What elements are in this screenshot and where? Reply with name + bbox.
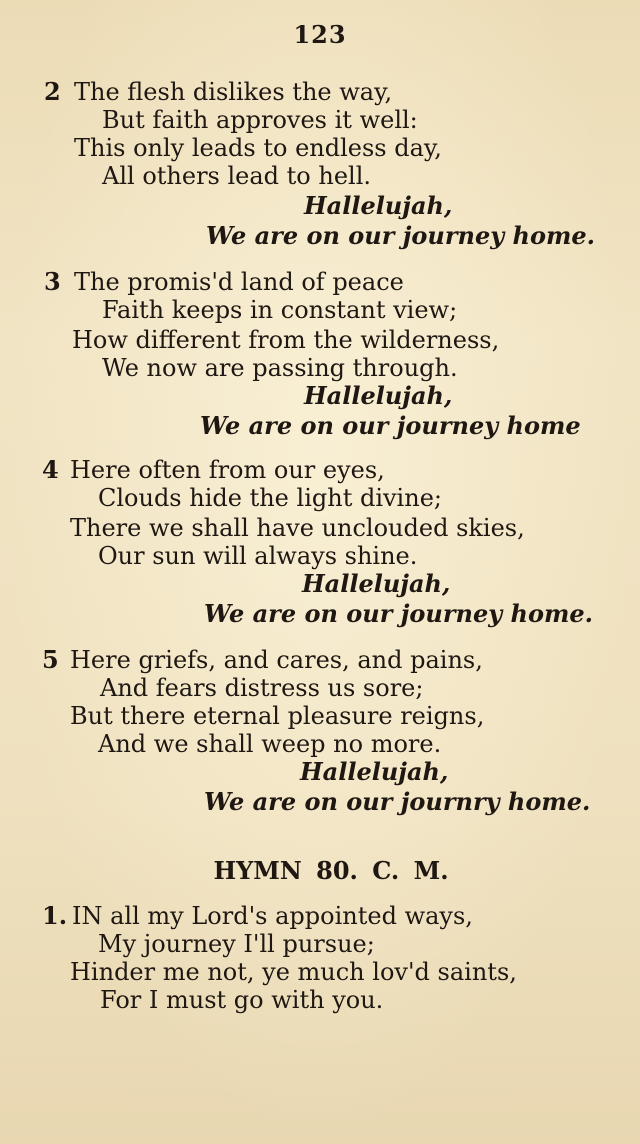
hymn-heading: HYMN 80. C. M.: [213, 856, 449, 885]
chorus-hallelujah: Hallelujah,: [304, 381, 453, 410]
chorus-hallelujah: Hallelujah,: [304, 191, 453, 220]
verse-line: The flesh dislikes the way,: [74, 78, 393, 106]
verse-line: And we shall weep no more.: [98, 730, 442, 758]
stanza-number: 4: [42, 455, 59, 484]
chorus-refrain: We are on our journey home: [200, 411, 581, 440]
stanza-number: 5: [42, 645, 59, 674]
verse-line: Faith keeps in constant view;: [102, 296, 458, 324]
verse-line: All others lead to hell.: [102, 162, 372, 190]
verse-line: Clouds hide the light divine;: [98, 484, 442, 512]
chorus-hallelujah: Hallelujah,: [300, 757, 449, 786]
chorus-refrain: We are on our journey home.: [204, 599, 593, 628]
verse-line: This only leads to endless day,: [74, 134, 442, 162]
verse-line: How different from the wilderness,: [72, 326, 500, 354]
verse-line: We now are passing through.: [102, 354, 458, 382]
verse-line: Here griefs, and cares, and pains,: [70, 646, 483, 674]
verse-line: But there eternal pleasure reigns,: [70, 702, 485, 730]
verse-line: Hinder me not, ye much lov'd saints,: [70, 958, 517, 986]
verse-line: Our sun will always shine.: [98, 542, 418, 570]
chorus-refrain: We are on our journey home.: [206, 221, 595, 250]
verse-line: There we shall have unclouded skies,: [70, 514, 525, 542]
chorus-hallelujah: Hallelujah,: [302, 569, 451, 598]
verse-line: My journey I'll pursue;: [98, 930, 375, 958]
verse-line: Here often from our eyes,: [70, 456, 385, 484]
stanza-number: 1.: [42, 901, 68, 930]
verse-line: But faith approves it well:: [102, 106, 418, 134]
stanza-number: 2: [44, 77, 61, 106]
stanza-number: 3: [44, 267, 61, 296]
verse-line: IN all my Lord's appointed ways,: [72, 902, 473, 930]
verse-line: And fears distress us sore;: [100, 674, 424, 702]
verse-line: The promis'd land of peace: [74, 268, 404, 296]
verse-line: For I must go with you.: [100, 986, 384, 1014]
chorus-refrain: We are on our journry home.: [204, 787, 591, 816]
page-number: 123: [293, 20, 347, 49]
